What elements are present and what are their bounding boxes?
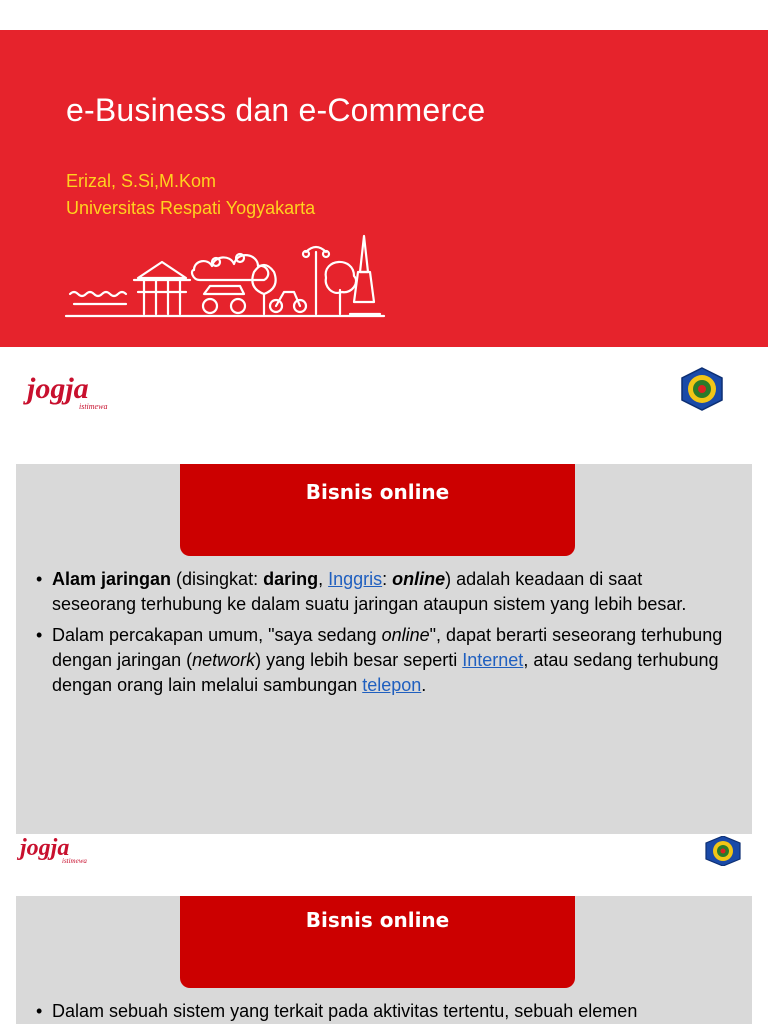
list-item [36,623,726,698]
logo-tagline: istimewa [62,857,87,865]
content-slide-footer [0,834,768,896]
text-run: (disingkat: [171,569,264,589]
logo-tagline: istimewa [79,402,108,411]
slide-heading-banner: Bisnis online [180,896,575,988]
university-seal-icon [678,366,726,412]
university-seal-icon [704,836,742,866]
text-run: Dalam sebuah sistem yang terkait pada aktivitas tertentu, sebuah elemen [52,1001,638,1021]
link-internet[interactable]: Internet [462,650,524,670]
yogyakarta-skyline-illustration [64,232,386,322]
term-bold-italic: online [392,569,446,589]
text-run: ) adalah keadaan di saat seseorang terhubung ke dalam suatu jaringan ataupun sistem yang lebih besar. [52,569,687,614]
text-run: Dalam percakapan umum, "saya sedang [52,625,382,645]
slide-title: e-Business dan e-Commerce [66,92,486,128]
author-affiliation: Universitas Respati Yogyakarta [66,198,316,218]
list-item [36,999,726,1024]
term-bold: Alam jaringan [52,569,172,589]
jogja-istimewa-logo [27,374,107,411]
jogja-istimewa-logo [20,836,87,865]
slide-heading-banner: Bisnis online [180,464,575,556]
logo-wordmark: jogja [27,372,89,405]
term-italic: online [381,625,430,645]
title-slide-footer [0,347,768,435]
author-block [66,168,315,222]
link-telepon[interactable]: telepon [362,675,422,695]
term-italic: network [192,650,256,670]
text-run: ) yang lebih besar seperti [255,650,463,670]
text-run: , atau sedang terhubung dengan orang lain melalui sambungan [52,650,719,695]
bullet-list [36,999,726,1024]
bullet-list [36,567,726,704]
text-run: : [382,569,393,589]
term-bold: daring [263,569,319,589]
logo-wordmark: jogja [20,835,70,861]
text-run: . [421,675,427,695]
link-inggris[interactable]: Inggris [328,569,383,589]
text-run: , [318,569,329,589]
text-run: ", dapat berarti seseorang terhubung dengan jaringan ( [52,625,723,670]
author-name: Erizal, S.Si,M.Kom [66,171,217,191]
list-item [36,567,726,617]
